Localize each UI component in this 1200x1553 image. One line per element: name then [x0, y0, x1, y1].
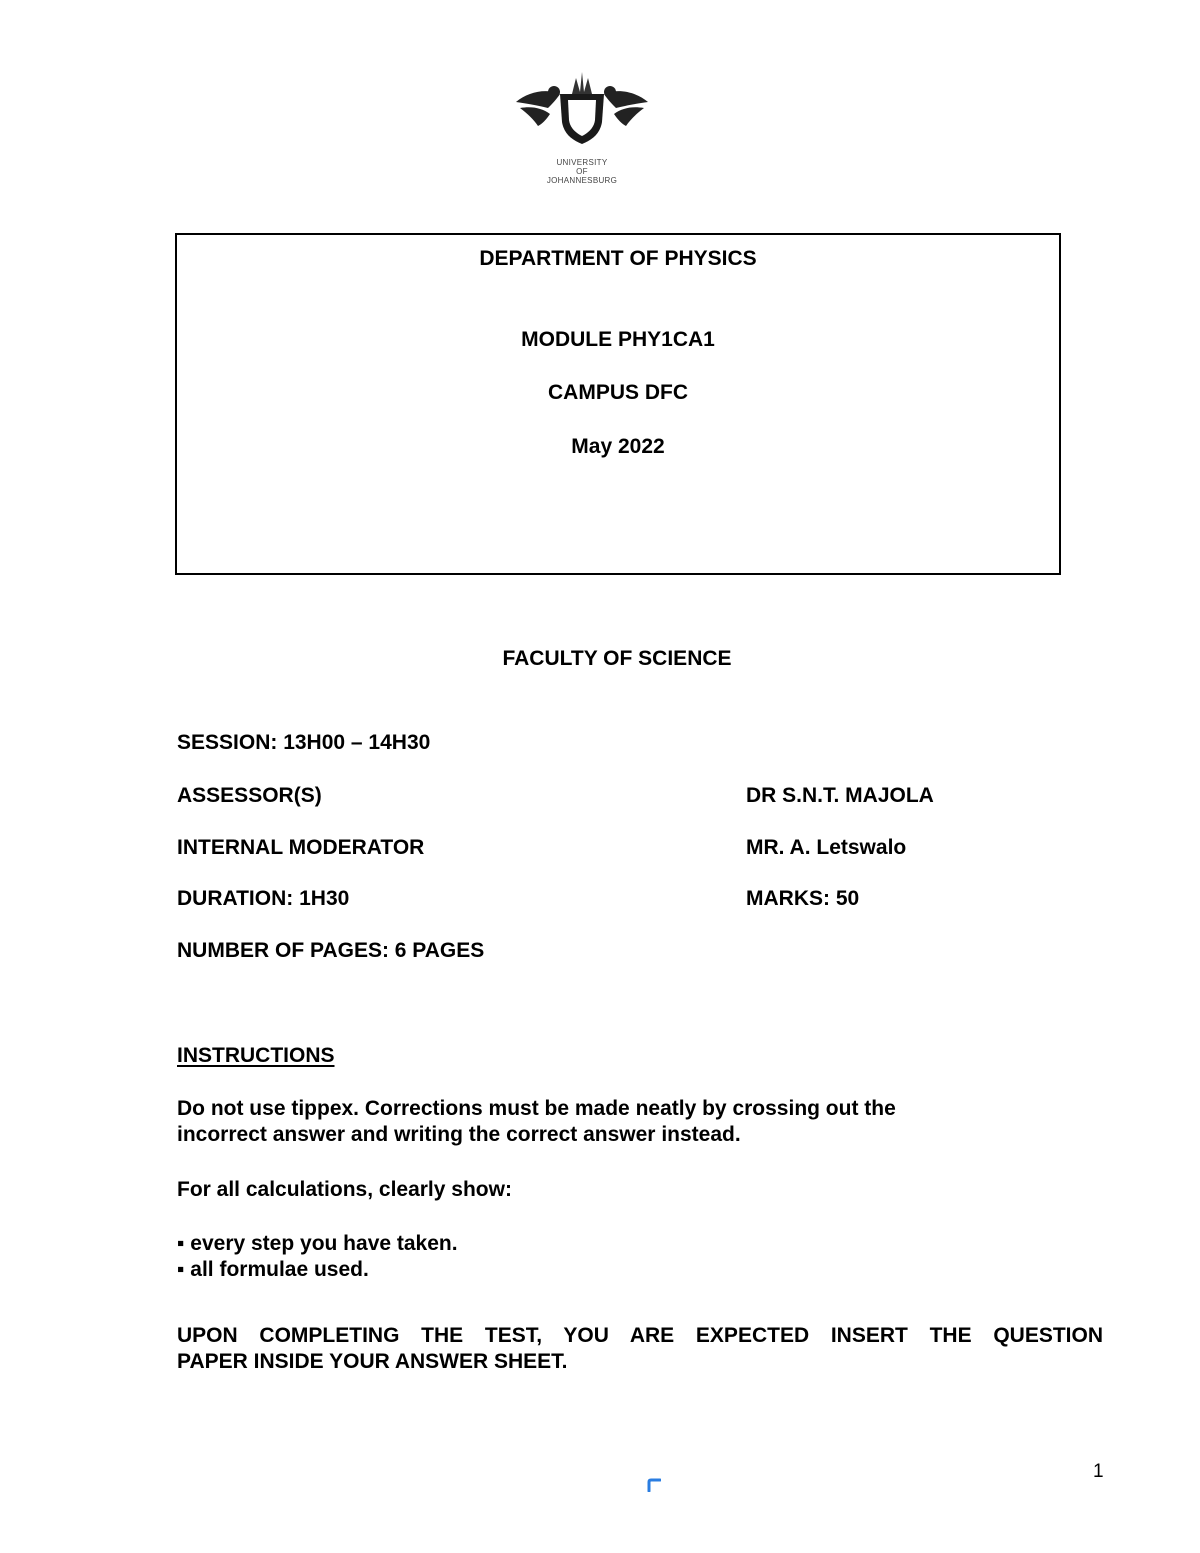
bullet-item: ▪ all formulae used. [177, 1258, 369, 1281]
calculations-instruction: For all calculations, clearly show: [177, 1178, 512, 1201]
logo-text-johannesburg: JOHANNESBURG [546, 176, 618, 185]
bullet-list [177, 1231, 1103, 1283]
moderator-label: INTERNAL MODERATOR [177, 836, 425, 859]
faculty-title: FACULTY OF SCIENCE [502, 647, 732, 670]
crest-icon [508, 70, 656, 154]
department-title: DEPARTMENT OF PHYSICS [479, 247, 757, 270]
logo-text-of: OF [576, 167, 588, 176]
final-line-2: PAPER INSIDE YOUR ANSWER SHEET. [177, 1350, 568, 1373]
final-instruction [177, 1323, 1103, 1375]
final-line-1: UPON COMPLETING THE TEST, YOU ARE EXPECTED INSERT THE QUESTION [177, 1324, 1103, 1347]
corner-bracket-icon [647, 1478, 661, 1492]
module-code: MODULE PHY1CA1 [521, 328, 715, 351]
university-logo [508, 70, 656, 188]
campus-name: CAMPUS DFC [548, 381, 688, 404]
assessors-label: ASSESSOR(S) [177, 784, 322, 807]
assessors-value: DR S.N.T. MAJOLA [746, 784, 934, 807]
instructions-heading: INSTRUCTIONS [177, 1044, 335, 1067]
tippex-line-2: incorrect answer and writing the correct answer instead. [177, 1123, 741, 1146]
tippex-line-1: Do not use tippex. Corrections must be made neatly by crossing out the [177, 1097, 896, 1120]
tippex-instruction [177, 1096, 1103, 1148]
number-of-pages: NUMBER OF PAGES: 6 PAGES [177, 939, 485, 962]
session-time: SESSION: 13H00 – 14H30 [177, 731, 431, 754]
header-box [175, 233, 1061, 575]
duration: DURATION: 1H30 [177, 887, 350, 910]
moderator-value: MR. A. Letswalo [746, 836, 907, 859]
bullet-item: ▪ every step you have taken. [177, 1232, 458, 1255]
logo-text-university: UNIVERSITY [556, 158, 608, 167]
marks: MARKS: 50 [746, 887, 860, 910]
exam-date: May 2022 [571, 435, 665, 458]
page-number: 1 [1093, 1461, 1104, 1482]
